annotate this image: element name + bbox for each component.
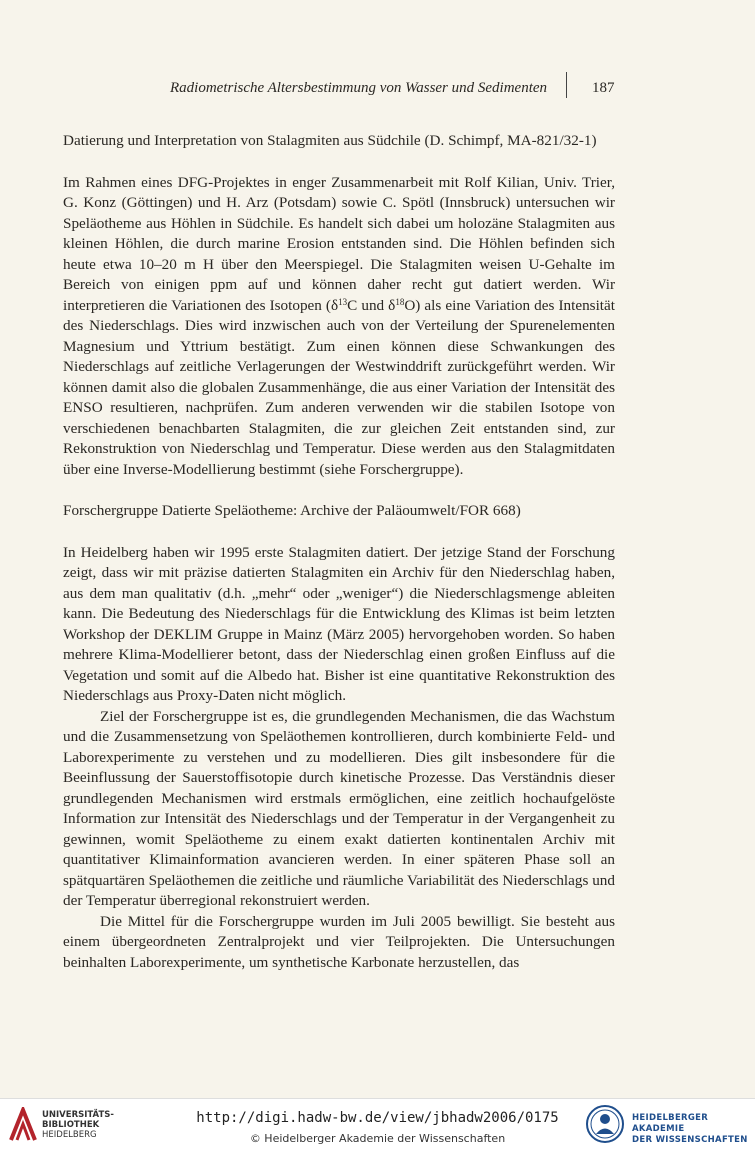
section-heading-stalagmiten: Datierung und Interpretation von Stalagmiten aus Südchile (D. Schimpf, MA-821/32-1) [63,132,597,149]
paragraph-heidelberg: In Heidelberg haben wir 1995 erste Stalagmiten datiert. Der jetzige Stand der Forschung zeigt, dass wir mit präzise datierten Stalagmiten ein Archiv für den Niederschlag haben, aus dem man qualitativ (d.h. „mehr“ oder „weniger“) die Niederschlagsmenge ableiten kann. Die Bedeutung des Niederschlags für die Entwicklung des Klimas ist beim letzten Workshop der DEKLIM Gruppe in Mainz (März 2005) hervorgehoben worden. So haben mehrere Klima-Modellierer betont, dass der Niederschlag einen großen Einfluss auf die Vegetation und somit auf die Albedo hat. Bisher ist eine quantitative Rekonstruktion des Niederschlags aus Proxy-Daten nicht möglich. [63,543,615,704]
body-text [63,131,615,973]
academy-name: HEIDELBERGER AKADEMIE DER WISSENSCHAFTEN [632,1113,748,1145]
section-heading-forschergruppe: Forschergruppe Datierte Speläotheme: Archive der Paläoumwelt/FOR 668) [63,502,521,519]
header-divider [566,72,567,98]
copyright-notice: © Heidelberger Akademie der Wissenschaften [249,1132,506,1145]
academy-seal-icon [585,1104,625,1144]
permalink-url[interactable]: http://digi.hadw-bw.de/view/jbhadw2006/0175 [196,1110,559,1126]
paragraph-stalagmiten: Im Rahmen eines DFG-Projektes in enger Zusammenarbeit mit Rolf Kilian, Univ. Trier, G. Konz (Göttingen) und H. Arz (Potsdam) sowie C. Spötl (Innsbruck) untersuchen wir Speläotheme aus Höhlen in Südchile. Es handelt sich dabei um holozäne Stalagmiten aus kleinen Höhlen, die durch marine Erosion entstanden sind. Die Höhlen befinden sich heute etwa 10–20 m H über den Meerspiegel. Die Stalagmiten weisen U-Gehalte im Bereich von einigen ppm auf und können daher recht gut datiert werden. Wir interpretieren die Variationen des Isotopen ($\delta^{13}C$ und $\delta^{18}O$) als eine Variation des Intensität des Niederschlags. Dies wird inzwischen auch von der Verteilung der Spurenelementen Magnesium und Yttrium bestätigt. Zum einen können diese Schwankungen des Niederschlags auf zeitliche Verlagerungen der Westwinddrift zurückgeführt werden. Wir können damit also die globalen Zusammenhänge, die aus einer Variation der Intensität des ENSO resultieren, nachprüfen. Zum anderen verwenden wir die stabilen Isotope von verschiedenen benachbarten Stalagmiten, die zur gleichen Zeit entstanden sind, zur Rekonstruktion von Niederschlag und Temperatur. Diese werden aus den Stalagmitdaten über eine Inverse-Modellierung bestimmt (siehe Forschergruppe). [63,173,615,478]
page-number: 187 [592,80,615,96]
paragraph-mittel: Die Mittel für die Forschergruppe wurden im Juli 2005 bewilligt. Sie besteht aus einem übergeordneten Zentralprojekt und vier Teilprojekten. Die Untersuchungen beinhalten Laborexperimente, um synthetische Karbonate herzustellen, das [63,912,615,971]
viewer-footer [0,1098,755,1152]
university-library-name: UNIVERSITÄTS- BIBLIOTHEK HEIDELBERG [42,1110,114,1140]
paragraph-ziel: Ziel der Forschergruppe ist es, die grundlegenden Mechanismen, die das Wachstum und die Zusammensetzung von Speläothemen kontrollieren, durch kombinierte Feld- und Laborexperimente zu verstehen und zu modellieren. Dies gilt insbesondere für die Beeinflussung der Sauerstoffisotopie durch kinetische Prozesse. Das Verständnis dieser grundlegenden Mechanismen wird erstmals ermöglichen, eine zeitlich hochaufgelöste Information zur Intensität des Niederschlags und der Temperatur in der Vergangenheit zu gewinnen, womit Speläotheme zu einem exakt datierten kontinentalen Archiv mit quantitativer Klimainformation avancieren werden. In einer späteren Phase soll an spätquartären Speläothemen die zeitliche und räumliche Variabilität des Niederschlags und der Temperatur überregional rekonstruiert werden. [63,707,615,909]
running-title: Radiometrische Altersbestimmung von Wasser und Sedimenten [170,80,548,96]
